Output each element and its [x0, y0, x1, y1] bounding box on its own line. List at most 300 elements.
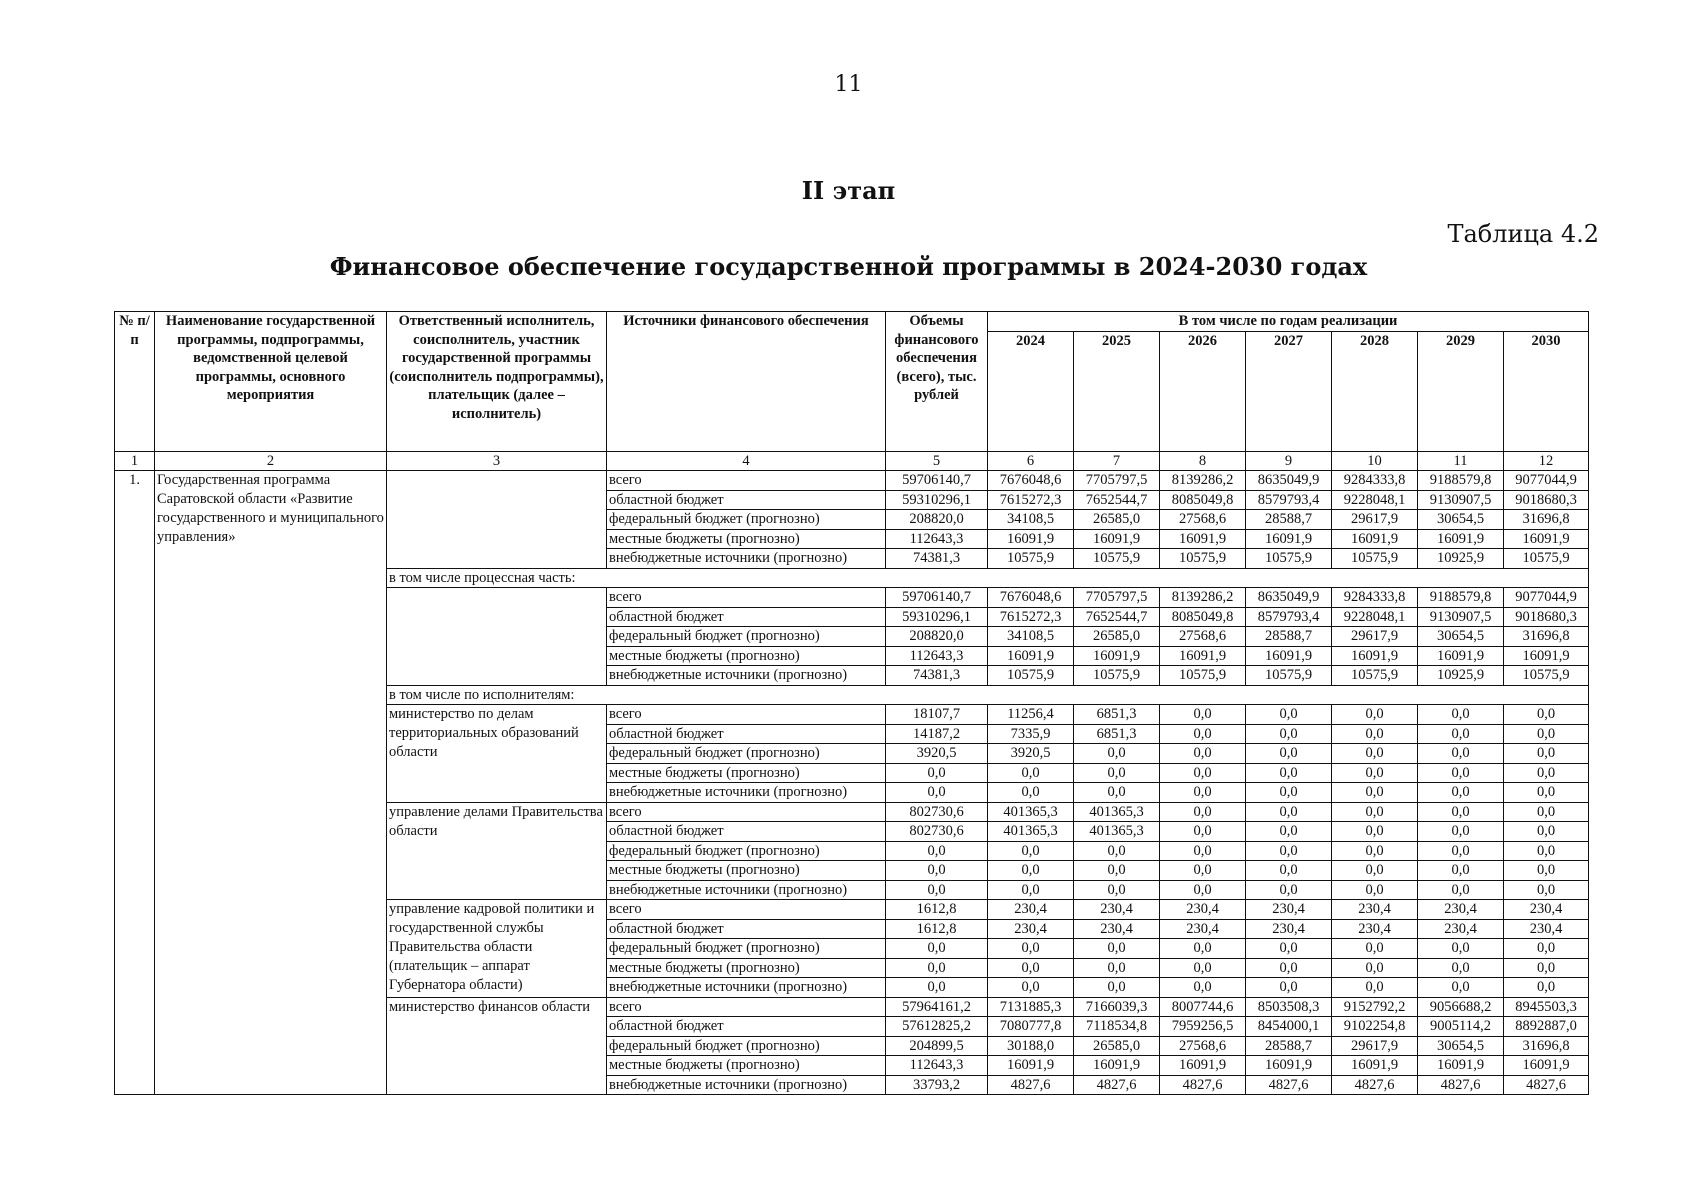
year-value: 8635049,9	[1246, 588, 1332, 608]
stage-title: II этап	[801, 176, 896, 205]
total-value: 59310296,1	[886, 490, 988, 510]
year-value: 230,4	[988, 919, 1074, 939]
year-value: 0,0	[1332, 783, 1418, 803]
year-value: 10925,9	[1418, 666, 1504, 686]
year-value: 230,4	[1246, 919, 1332, 939]
total-value: 59706140,7	[886, 471, 988, 491]
year-value: 10575,9	[1504, 549, 1589, 569]
column-number: 1	[115, 451, 155, 471]
year-value: 30654,5	[1418, 510, 1504, 530]
year-value: 29617,9	[1332, 1036, 1418, 1056]
year-value: 0,0	[1074, 978, 1160, 998]
year-value: 9102254,8	[1332, 1017, 1418, 1037]
year-value: 16091,9	[1504, 529, 1589, 549]
funding-source: всего	[607, 705, 886, 725]
total-value: 1612,8	[886, 919, 988, 939]
year-value: 0,0	[1418, 783, 1504, 803]
year-value: 0,0	[1418, 880, 1504, 900]
year-value: 8139286,2	[1160, 588, 1246, 608]
year-value: 401365,3	[1074, 822, 1160, 842]
total-value: 112643,3	[886, 646, 988, 666]
total-value: 0,0	[886, 783, 988, 803]
funding-source: федеральный бюджет (прогнозно)	[607, 841, 886, 861]
year-value: 0,0	[1418, 802, 1504, 822]
section-label: в том числе по исполнителям:	[387, 685, 1589, 705]
funding-source: федеральный бюджет (прогнозно)	[607, 1036, 886, 1056]
funding-source: областной бюджет	[607, 1017, 886, 1037]
year-value: 0,0	[1246, 744, 1332, 764]
total-value: 112643,3	[886, 1056, 988, 1076]
year-value: 10575,9	[1160, 666, 1246, 686]
year-value: 8085049,8	[1160, 607, 1246, 627]
year-value: 34108,5	[988, 627, 1074, 647]
year-value: 0,0	[1332, 861, 1418, 881]
year-value: 0,0	[1332, 841, 1418, 861]
year-value: 0,0	[1332, 958, 1418, 978]
year-value: 16091,9	[1332, 1056, 1418, 1076]
header-year: 2025	[1074, 331, 1160, 451]
year-value: 8579793,4	[1246, 490, 1332, 510]
year-value: 9077044,9	[1504, 588, 1589, 608]
year-value: 0,0	[1332, 763, 1418, 783]
year-value: 16091,9	[1418, 1056, 1504, 1076]
year-value: 7676048,6	[988, 588, 1074, 608]
year-value: 0,0	[1418, 744, 1504, 764]
year-value: 0,0	[1074, 744, 1160, 764]
funding-source: внебюджетные источники (прогнозно)	[607, 783, 886, 803]
year-value: 7959256,5	[1160, 1017, 1246, 1037]
year-value: 0,0	[1160, 861, 1246, 881]
year-value: 0,0	[1504, 880, 1589, 900]
total-value: 0,0	[886, 958, 988, 978]
year-value: 16091,9	[988, 529, 1074, 549]
total-value: 74381,3	[886, 549, 988, 569]
header-name: Наименование государственной программы, подпрограммы, ведомственной целевой программы, основного мероприятия	[155, 312, 387, 452]
year-value: 0,0	[1246, 958, 1332, 978]
year-value: 16091,9	[1332, 529, 1418, 549]
year-value: 16091,9	[1074, 529, 1160, 549]
year-value: 7705797,5	[1074, 588, 1160, 608]
year-value: 4827,6	[988, 1075, 1074, 1095]
column-number: 4	[607, 451, 886, 471]
year-value: 27568,6	[1160, 627, 1246, 647]
year-value: 0,0	[1074, 783, 1160, 803]
header-year: 2027	[1246, 331, 1332, 451]
year-value: 3920,5	[988, 744, 1074, 764]
year-value: 16091,9	[1246, 1056, 1332, 1076]
year-value: 0,0	[1504, 705, 1589, 725]
total-value: 208820,0	[886, 627, 988, 647]
year-value: 16091,9	[988, 1056, 1074, 1076]
year-value: 230,4	[1246, 900, 1332, 920]
year-value: 4827,6	[1332, 1075, 1418, 1095]
year-value: 0,0	[988, 783, 1074, 803]
year-value: 7118534,8	[1074, 1017, 1160, 1037]
year-value: 29617,9	[1332, 510, 1418, 530]
section-label: в том числе процессная часть:	[387, 568, 1589, 588]
year-value: 0,0	[1246, 783, 1332, 803]
year-value: 8454000,1	[1246, 1017, 1332, 1037]
year-value: 30188,0	[988, 1036, 1074, 1056]
year-value: 0,0	[1074, 880, 1160, 900]
year-value: 0,0	[1160, 958, 1246, 978]
year-value: 0,0	[1246, 724, 1332, 744]
year-value: 0,0	[1418, 822, 1504, 842]
funding-source: местные бюджеты (прогнозно)	[607, 1056, 886, 1076]
year-value: 10575,9	[1074, 666, 1160, 686]
year-value: 401365,3	[988, 822, 1074, 842]
total-value: 112643,3	[886, 529, 988, 549]
year-value: 27568,6	[1160, 510, 1246, 530]
year-value: 4827,6	[1074, 1075, 1160, 1095]
year-value: 4827,6	[1160, 1075, 1246, 1095]
column-number: 6	[988, 451, 1074, 471]
year-value: 26585,0	[1074, 510, 1160, 530]
year-value: 0,0	[1246, 705, 1332, 725]
year-value: 29617,9	[1332, 627, 1418, 647]
year-value: 16091,9	[1504, 1056, 1589, 1076]
year-value: 7652544,7	[1074, 607, 1160, 627]
year-value: 8635049,9	[1246, 471, 1332, 491]
total-value: 204899,5	[886, 1036, 988, 1056]
year-value: 0,0	[1160, 880, 1246, 900]
executor-name: министерство по делам территориальных образований области	[387, 705, 607, 803]
total-value: 18107,7	[886, 705, 988, 725]
year-value: 8945503,3	[1504, 997, 1589, 1017]
funding-source: всего	[607, 802, 886, 822]
year-value: 0,0	[1418, 724, 1504, 744]
year-value: 0,0	[1160, 822, 1246, 842]
year-value: 0,0	[1160, 978, 1246, 998]
year-value: 0,0	[1246, 822, 1332, 842]
total-value: 57612825,2	[886, 1017, 988, 1037]
year-value: 7705797,5	[1074, 471, 1160, 491]
year-value: 0,0	[988, 880, 1074, 900]
funding-source: областной бюджет	[607, 822, 886, 842]
year-value: 0,0	[1332, 880, 1418, 900]
year-value: 31696,8	[1504, 627, 1589, 647]
year-value: 8139286,2	[1160, 471, 1246, 491]
year-value: 0,0	[1332, 705, 1418, 725]
year-value: 0,0	[1074, 958, 1160, 978]
total-value: 0,0	[886, 763, 988, 783]
year-value: 4827,6	[1418, 1075, 1504, 1095]
funding-source: областной бюджет	[607, 919, 886, 939]
funding-source: федеральный бюджет (прогнозно)	[607, 939, 886, 959]
year-value: 8503508,3	[1246, 997, 1332, 1017]
year-value: 16091,9	[1160, 646, 1246, 666]
program-number: 1.	[115, 471, 155, 1095]
year-value: 0,0	[1418, 705, 1504, 725]
year-value: 230,4	[1504, 900, 1589, 920]
year-value: 0,0	[1504, 763, 1589, 783]
column-number: 10	[1332, 451, 1418, 471]
year-value: 9018680,3	[1504, 607, 1589, 627]
table-row	[115, 471, 1589, 491]
header-num: № п/п	[115, 312, 155, 452]
year-value: 9077044,9	[1504, 471, 1589, 491]
year-value: 9152792,2	[1332, 997, 1418, 1017]
year-value: 16091,9	[1160, 1056, 1246, 1076]
year-value: 0,0	[1504, 939, 1589, 959]
year-value: 7615272,3	[988, 607, 1074, 627]
year-value: 0,0	[1418, 978, 1504, 998]
year-value: 0,0	[1504, 744, 1589, 764]
year-value: 0,0	[1504, 802, 1589, 822]
year-value: 16091,9	[1418, 529, 1504, 549]
year-value: 7166039,3	[1074, 997, 1160, 1017]
funding-source: федеральный бюджет (прогнозно)	[607, 510, 886, 530]
year-value: 0,0	[1418, 861, 1504, 881]
year-value: 230,4	[1332, 919, 1418, 939]
header-year: 2024	[988, 331, 1074, 451]
total-value: 74381,3	[886, 666, 988, 686]
year-value: 230,4	[1504, 919, 1589, 939]
year-value: 16091,9	[1246, 529, 1332, 549]
year-value: 10575,9	[1332, 666, 1418, 686]
year-value: 8007744,6	[1160, 997, 1246, 1017]
year-value: 0,0	[1504, 958, 1589, 978]
year-value: 0,0	[1160, 705, 1246, 725]
year-value: 0,0	[1418, 958, 1504, 978]
year-value: 10925,9	[1418, 549, 1504, 569]
year-value: 0,0	[988, 763, 1074, 783]
page-number: 11	[834, 72, 863, 97]
header-years-group: В том числе по годам реализации	[988, 312, 1589, 332]
year-value: 4827,6	[1504, 1075, 1589, 1095]
year-value: 26585,0	[1074, 1036, 1160, 1056]
year-value: 9188579,8	[1418, 588, 1504, 608]
executor-name	[387, 471, 607, 569]
total-value: 0,0	[886, 861, 988, 881]
funding-source: местные бюджеты (прогнозно)	[607, 763, 886, 783]
funding-source: всего	[607, 997, 886, 1017]
year-value: 0,0	[1160, 939, 1246, 959]
year-value: 0,0	[1246, 978, 1332, 998]
year-value: 9188579,8	[1418, 471, 1504, 491]
column-number: 11	[1418, 451, 1504, 471]
column-number: 7	[1074, 451, 1160, 471]
year-value: 0,0	[1246, 861, 1332, 881]
year-value: 0,0	[1074, 841, 1160, 861]
executor-name: управление делами Правительства области	[387, 802, 607, 900]
year-value: 0,0	[1504, 822, 1589, 842]
year-value: 0,0	[1160, 724, 1246, 744]
year-value: 10575,9	[988, 666, 1074, 686]
column-number: 5	[886, 451, 988, 471]
year-value: 9228048,1	[1332, 490, 1418, 510]
total-value: 0,0	[886, 978, 988, 998]
total-value: 14187,2	[886, 724, 988, 744]
year-value: 0,0	[1074, 861, 1160, 881]
year-value: 31696,8	[1504, 1036, 1589, 1056]
funding-source: внебюджетные источники (прогнозно)	[607, 880, 886, 900]
year-value: 0,0	[1504, 724, 1589, 744]
funding-source: областной бюджет	[607, 607, 886, 627]
year-value: 0,0	[1074, 939, 1160, 959]
year-value: 0,0	[1418, 841, 1504, 861]
funding-source: областной бюджет	[607, 490, 886, 510]
year-value: 0,0	[1332, 724, 1418, 744]
year-value: 7335,9	[988, 724, 1074, 744]
year-value: 0,0	[1160, 841, 1246, 861]
year-value: 9005114,2	[1418, 1017, 1504, 1037]
year-value: 16091,9	[1074, 1056, 1160, 1076]
year-value: 230,4	[1418, 900, 1504, 920]
header-year: 2029	[1418, 331, 1504, 451]
funding-source: внебюджетные источники (прогнозно)	[607, 1075, 886, 1095]
year-value: 230,4	[1160, 919, 1246, 939]
year-value: 230,4	[988, 900, 1074, 920]
year-value: 10575,9	[1160, 549, 1246, 569]
year-value: 30654,5	[1418, 1036, 1504, 1056]
year-value: 28588,7	[1246, 510, 1332, 530]
year-value: 8085049,8	[1160, 490, 1246, 510]
year-value: 16091,9	[1074, 646, 1160, 666]
year-value: 9284333,8	[1332, 588, 1418, 608]
funding-source: внебюджетные источники (прогнозно)	[607, 978, 886, 998]
year-value: 0,0	[1246, 841, 1332, 861]
year-value: 10575,9	[1074, 549, 1160, 569]
year-value: 0,0	[1160, 783, 1246, 803]
year-value: 0,0	[988, 861, 1074, 881]
year-value: 10575,9	[1246, 549, 1332, 569]
funding-source: местные бюджеты (прогнозно)	[607, 861, 886, 881]
year-value: 16091,9	[1160, 529, 1246, 549]
column-number: 9	[1246, 451, 1332, 471]
year-value: 6851,3	[1074, 724, 1160, 744]
year-value: 30654,5	[1418, 627, 1504, 647]
total-value: 59706140,7	[886, 588, 988, 608]
year-value: 10575,9	[1504, 666, 1589, 686]
year-value: 0,0	[1418, 763, 1504, 783]
total-value: 0,0	[886, 841, 988, 861]
table-label: Таблица 4.2	[1447, 220, 1599, 248]
year-value: 26585,0	[1074, 627, 1160, 647]
total-value: 59310296,1	[886, 607, 988, 627]
funding-source: местные бюджеты (прогнозно)	[607, 646, 886, 666]
year-value: 0,0	[1504, 841, 1589, 861]
year-value: 230,4	[1074, 919, 1160, 939]
year-value: 0,0	[1246, 939, 1332, 959]
total-value: 57964161,2	[886, 997, 988, 1017]
total-value: 0,0	[886, 939, 988, 959]
program-name: Государственная программа Саратовской области «Развитие государственного и муниципального управления»	[155, 471, 387, 1095]
year-value: 0,0	[1332, 822, 1418, 842]
year-value: 0,0	[1160, 763, 1246, 783]
funding-source: внебюджетные источники (прогнозно)	[607, 666, 886, 686]
year-value: 230,4	[1418, 919, 1504, 939]
header-executor: Ответственный исполнитель, соисполнитель, участник государственной программы (соисполнитель подпрограммы), плательщик (далее – исполнитель)	[387, 312, 607, 452]
column-number: 12	[1504, 451, 1589, 471]
year-value: 0,0	[1504, 978, 1589, 998]
year-value: 8579793,4	[1246, 607, 1332, 627]
year-value: 9130907,5	[1418, 490, 1504, 510]
year-value: 7131885,3	[988, 997, 1074, 1017]
year-value: 28588,7	[1246, 627, 1332, 647]
year-value: 9228048,1	[1332, 607, 1418, 627]
year-value: 31696,8	[1504, 510, 1589, 530]
document-title: Финансовое обеспечение государственной программы в 2024-2030 годах	[329, 252, 1368, 281]
total-value: 208820,0	[886, 510, 988, 530]
year-value: 230,4	[1332, 900, 1418, 920]
year-value: 0,0	[988, 958, 1074, 978]
year-value: 16091,9	[1504, 646, 1589, 666]
year-value: 16091,9	[988, 646, 1074, 666]
total-value: 802730,6	[886, 802, 988, 822]
year-value: 7615272,3	[988, 490, 1074, 510]
year-value: 0,0	[988, 978, 1074, 998]
year-value: 16091,9	[1418, 646, 1504, 666]
year-value: 4827,6	[1246, 1075, 1332, 1095]
total-value: 802730,6	[886, 822, 988, 842]
header-total: Объемы финансового обеспечения (всего), тыс. рублей	[886, 312, 988, 452]
year-value: 16091,9	[1332, 646, 1418, 666]
year-value: 0,0	[1332, 978, 1418, 998]
funding-source: федеральный бюджет (прогнозно)	[607, 627, 886, 647]
funding-source: областной бюджет	[607, 724, 886, 744]
year-value: 0,0	[1160, 802, 1246, 822]
year-value: 0,0	[1074, 763, 1160, 783]
funding-source: местные бюджеты (прогнозно)	[607, 958, 886, 978]
year-value: 0,0	[1332, 939, 1418, 959]
financing-table	[114, 311, 1589, 1095]
year-value: 0,0	[1160, 744, 1246, 764]
year-value: 9284333,8	[1332, 471, 1418, 491]
year-value: 9130907,5	[1418, 607, 1504, 627]
year-value: 0,0	[1332, 802, 1418, 822]
header-year: 2030	[1504, 331, 1589, 451]
year-value: 0,0	[1332, 744, 1418, 764]
total-value: 0,0	[886, 880, 988, 900]
year-value: 0,0	[1418, 939, 1504, 959]
year-value: 10575,9	[1246, 666, 1332, 686]
header-year: 2028	[1332, 331, 1418, 451]
year-value: 0,0	[1504, 861, 1589, 881]
executor-name	[387, 588, 607, 686]
year-value: 0,0	[988, 939, 1074, 959]
year-value: 7080777,8	[988, 1017, 1074, 1037]
year-value: 401365,3	[988, 802, 1074, 822]
year-value: 7652544,7	[1074, 490, 1160, 510]
funding-source: всего	[607, 900, 886, 920]
year-value: 6851,3	[1074, 705, 1160, 725]
year-value: 401365,3	[1074, 802, 1160, 822]
column-number: 8	[1160, 451, 1246, 471]
year-value: 11256,4	[988, 705, 1074, 725]
year-value: 9018680,3	[1504, 490, 1589, 510]
funding-source: всего	[607, 471, 886, 491]
year-value: 0,0	[988, 841, 1074, 861]
year-value: 16091,9	[1246, 646, 1332, 666]
funding-source: местные бюджеты (прогнозно)	[607, 529, 886, 549]
funding-source: всего	[607, 588, 886, 608]
year-value: 34108,5	[988, 510, 1074, 530]
year-value: 7676048,6	[988, 471, 1074, 491]
funding-source: внебюджетные источники (прогнозно)	[607, 549, 886, 569]
executor-name: управление кадровой политики и государственной службы Правительства области (плательщик – аппарат Губернатора области)	[387, 900, 607, 998]
header-year: 2026	[1160, 331, 1246, 451]
total-value: 3920,5	[886, 744, 988, 764]
header-sources: Источники финансового обеспечения	[607, 312, 886, 452]
funding-source: федеральный бюджет (прогнозно)	[607, 744, 886, 764]
year-value: 28588,7	[1246, 1036, 1332, 1056]
year-value: 10575,9	[1332, 549, 1418, 569]
year-value: 9056688,2	[1418, 997, 1504, 1017]
year-value: 27568,6	[1160, 1036, 1246, 1056]
year-value: 0,0	[1504, 783, 1589, 803]
year-value: 230,4	[1074, 900, 1160, 920]
